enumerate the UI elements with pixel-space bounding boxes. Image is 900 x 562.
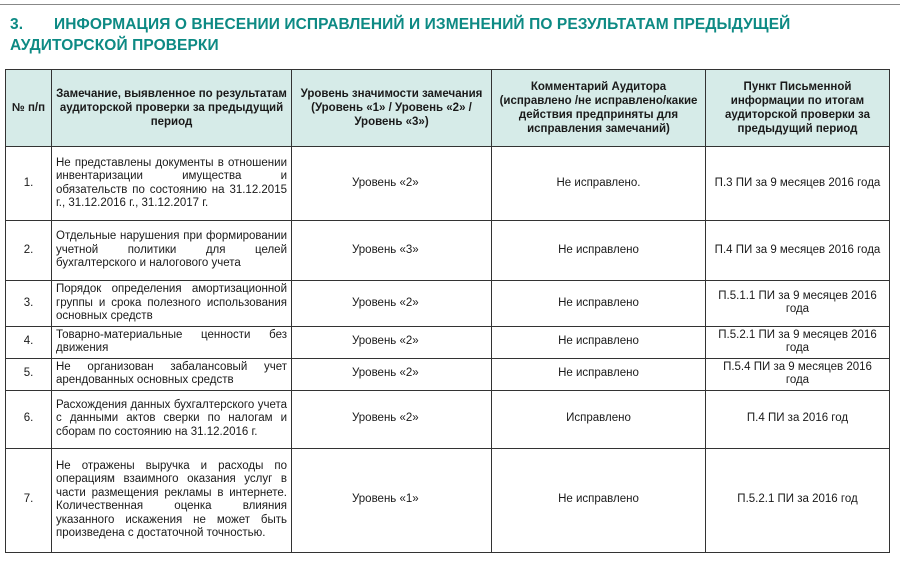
row-level: Уровень «2» bbox=[292, 326, 492, 358]
row-comment: Не исправлено. bbox=[492, 147, 706, 221]
row-comment: Не исправлено bbox=[492, 281, 706, 327]
row-num: 7. bbox=[6, 448, 52, 552]
row-level: Уровень «3» bbox=[292, 221, 492, 281]
header-remark: Замечание, выявленное по результатам аудиторской проверки за предыдущий период bbox=[52, 70, 292, 147]
row-remark: Не представлены документы в отношении инвентаризации имущества и обязательств по состоянию на 31.12.2015 г., 31.12.2016 г., 31.12.2017 г. bbox=[52, 147, 292, 221]
row-level: Уровень «2» bbox=[292, 358, 492, 390]
table-row bbox=[6, 390, 890, 448]
row-comment: Не исправлено bbox=[492, 326, 706, 358]
header-level: Уровень значимости замечания (Уровень «1» / Уровень «2» / Уровень «3») bbox=[292, 70, 492, 147]
row-remark: Не организован забалансовый учет арендованных основных средств bbox=[52, 358, 292, 390]
row-point: П.5.2.1 ПИ за 9 месяцев 2016 года bbox=[706, 326, 890, 358]
row-point: П.5.4 ПИ за 9 месяцев 2016 года bbox=[706, 358, 890, 390]
section-number: 3. bbox=[10, 16, 24, 33]
header-point: Пункт Письменной информации по итогам аудиторской проверки за предыдущий период bbox=[706, 70, 890, 147]
table-row bbox=[6, 358, 890, 390]
row-comment: Не исправлено bbox=[492, 221, 706, 281]
row-comment: Не исправлено bbox=[492, 358, 706, 390]
row-comment: Исправлено bbox=[492, 390, 706, 448]
row-num: 6. bbox=[6, 390, 52, 448]
row-num: 4. bbox=[6, 326, 52, 358]
row-num: 5. bbox=[6, 358, 52, 390]
header-rule bbox=[0, 4, 900, 5]
row-num: 2. bbox=[6, 221, 52, 281]
row-point: П.5.2.1 ПИ за 2016 год bbox=[706, 448, 890, 552]
section-title-line-2: АУДИТОРСКОЙ ПРОВЕРКИ bbox=[10, 37, 219, 54]
row-level: Уровень «2» bbox=[292, 390, 492, 448]
row-point: П.3 ПИ за 9 месяцев 2016 года bbox=[706, 147, 890, 221]
row-level: Уровень «2» bbox=[292, 281, 492, 327]
section-title-line-1: ИНФОРМАЦИЯ О ВНЕСЕНИИ ИСПРАВЛЕНИЙ И ИЗМЕНЕНИЙ ПО РЕЗУЛЬТАТАМ ПРЕДЫДУЩЕЙ bbox=[54, 16, 791, 33]
row-point: П.5.1.1 ПИ за 9 месяцев 2016 года bbox=[706, 281, 890, 327]
row-remark: Товарно-материальные ценности без движения bbox=[52, 326, 292, 358]
row-remark: Расхождения данных бухгалтерского учета с данными актов сверки по налогам и сборам по состоянию на 31.12.2016 г. bbox=[52, 390, 292, 448]
row-level: Уровень «1» bbox=[292, 448, 492, 552]
table-row bbox=[6, 448, 890, 552]
section-heading bbox=[10, 14, 890, 56]
table-row bbox=[6, 221, 890, 281]
table-row bbox=[6, 281, 890, 327]
audit-corrections-table bbox=[5, 69, 890, 553]
table-row bbox=[6, 147, 890, 221]
table-row bbox=[6, 326, 890, 358]
cut-off-page-header bbox=[0, 0, 900, 6]
row-num: 3. bbox=[6, 281, 52, 327]
row-remark: Отдельные нарушения при формировании учетной политики для целей бухгалтерского и налогового учета bbox=[52, 221, 292, 281]
row-point: П.4 ПИ за 2016 год bbox=[706, 390, 890, 448]
row-level: Уровень «2» bbox=[292, 147, 492, 221]
row-remark: Порядок определения амортизационной группы и срока полезного использования основных средств bbox=[52, 281, 292, 327]
table-header-row bbox=[6, 70, 890, 147]
row-point: П.4 ПИ за 9 месяцев 2016 года bbox=[706, 221, 890, 281]
row-num: 1. bbox=[6, 147, 52, 221]
row-remark: Не отражены выручка и расходы по операциям взаимного оказания услуг в части размещения рекламы в интернете. Количественная оценка влияния указанного искажения не может быть произведена с достаточной точностью. bbox=[52, 448, 292, 552]
header-comment: Комментарий Аудитора (исправлено /не исправлено/какие действия предприняты для исправления замечаний) bbox=[492, 70, 706, 147]
header-num: № п/п bbox=[6, 70, 52, 147]
row-comment: Не исправлено bbox=[492, 448, 706, 552]
